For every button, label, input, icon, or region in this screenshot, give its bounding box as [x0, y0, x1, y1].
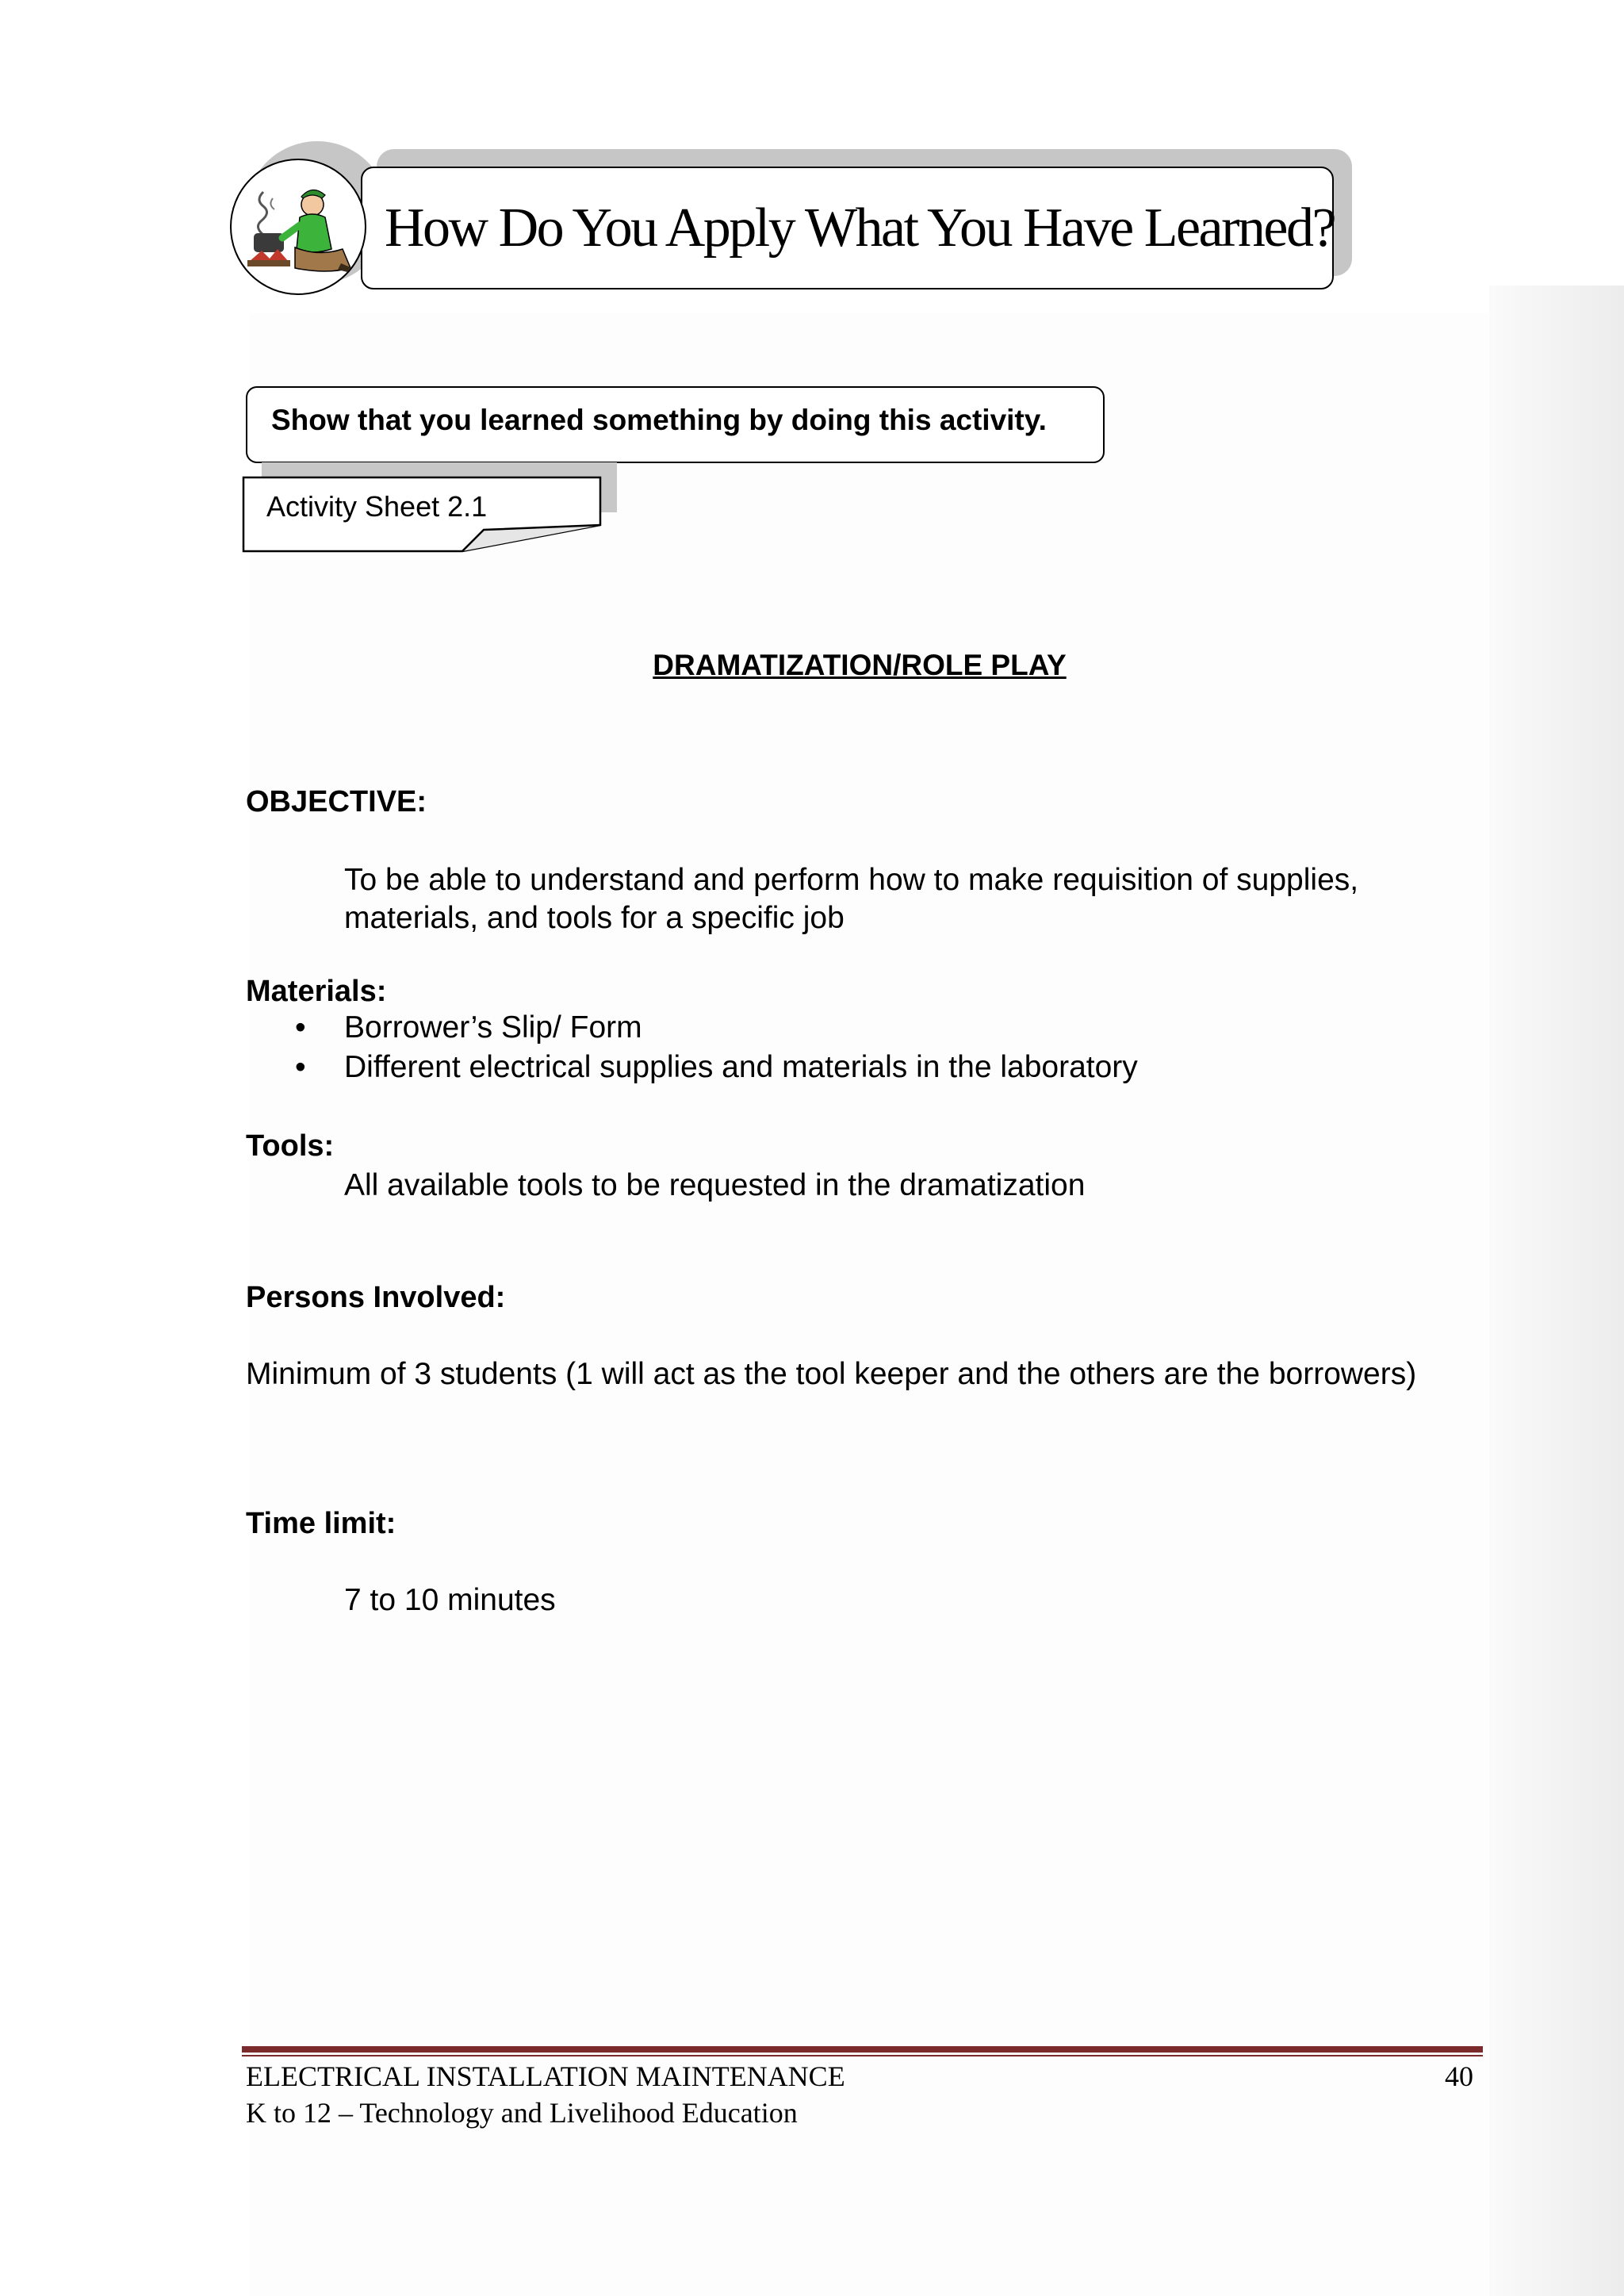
- persons-label: Persons Involved:: [246, 1281, 506, 1314]
- tools-label: Tools:: [246, 1129, 335, 1163]
- footer-rule: [242, 2046, 1483, 2053]
- footer-course-title: ELECTRICAL INSTALLATION MAINTENANCE: [246, 2060, 845, 2092]
- page-title: How Do You Apply What You Have Learned?: [385, 197, 1335, 259]
- objective-label: OBJECTIVE:: [246, 785, 427, 818]
- list-item: • Borrower’s Slip/ Form: [295, 1008, 1138, 1048]
- mascot-badge: [230, 159, 366, 295]
- camper-by-campfire-icon: [232, 160, 365, 293]
- persons-text: Minimum of 3 students (1 will act as the tool keeper and the others are the borrowers): [246, 1357, 1417, 1391]
- footer-subtitle: K to 12 – Technology and Livelihood Education: [246, 2097, 798, 2129]
- activity-heading: DRAMATIZATION/ROLE PLAY: [653, 649, 1067, 681]
- instruction-text: Show that you learned something by doing this activity.: [271, 404, 1047, 436]
- time-limit-label: Time limit:: [246, 1507, 396, 1540]
- page-edge-shade: [1489, 286, 1624, 2296]
- tools-text: All available tools to be requested in the dramatization: [344, 1168, 1086, 1202]
- footer-rule-thin: [242, 2055, 1483, 2056]
- time-limit-text: 7 to 10 minutes: [344, 1583, 556, 1617]
- title-banner: [361, 167, 1334, 289]
- page-number: 40: [1445, 2060, 1473, 2092]
- materials-label: Materials:: [246, 975, 387, 1008]
- materials-list: [295, 1008, 1138, 1087]
- list-item: • Different electrical supplies and materials in the laboratory: [295, 1048, 1138, 1087]
- activity-sheet-label: Activity Sheet 2.1: [266, 490, 488, 523]
- objective-text: To be able to understand and perform how to make requisition of supplies, materials, and tools for a specific job: [344, 863, 1359, 935]
- instruction-box: [246, 386, 1105, 463]
